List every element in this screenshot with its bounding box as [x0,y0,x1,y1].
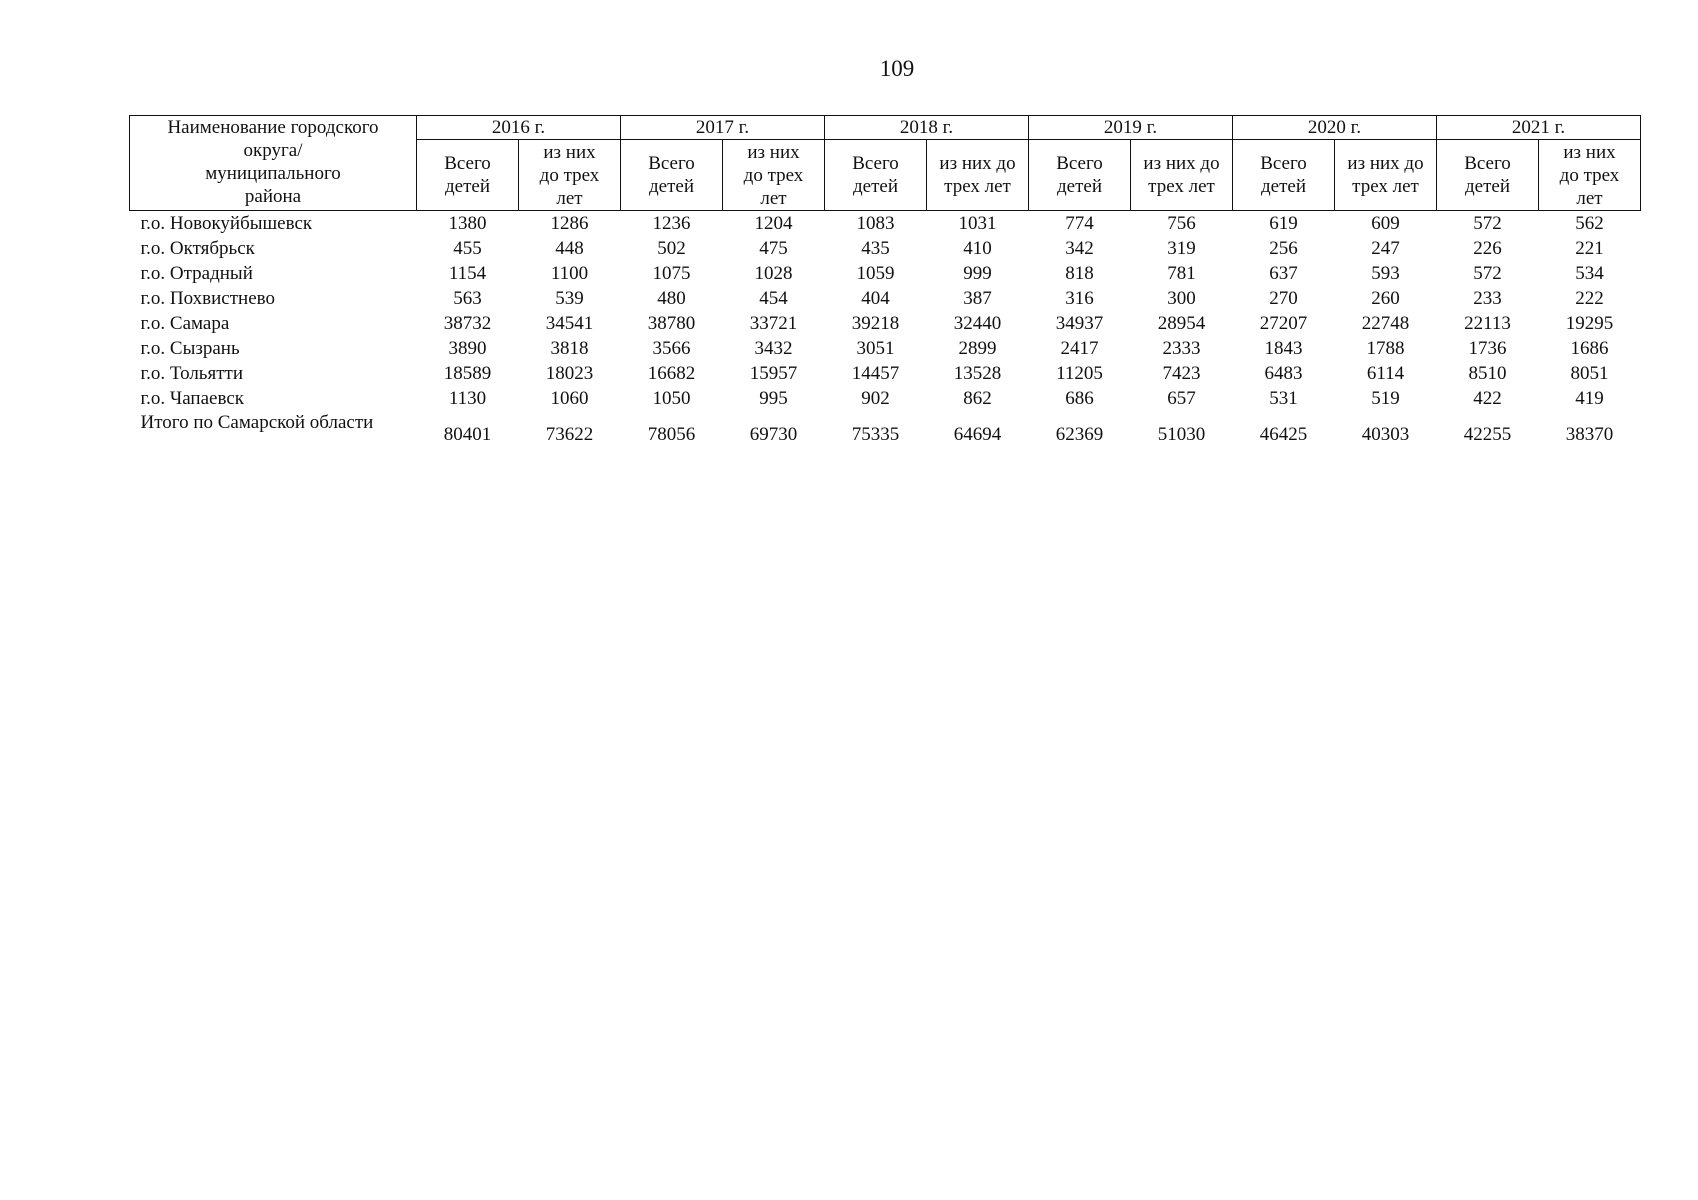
table-cell: 448 [555,238,584,259]
table-cell: 40303 [1361,424,1410,445]
under-three-header [927,140,1029,211]
table-cell: 572 [1473,213,1502,234]
table-cell: 902 [861,388,890,409]
table-cell: 11205 [1056,363,1103,384]
subheader-line: из них [1563,141,1616,163]
table-cell: 480 [657,288,686,309]
table-cell: 2333 [1162,338,1201,359]
table-cell: 1154 [448,263,487,284]
table-cell: 75335 [851,424,900,445]
table-cell: 534 [1575,263,1604,284]
district-name-header [130,116,417,211]
table-cell: 999 [963,263,992,284]
table-cell: 593 [1371,263,1400,284]
subheader-line: Всего [1260,153,1307,174]
subheader-line: детей [1260,176,1306,197]
year-header: 2020 г. [1233,116,1437,140]
subheader-line: лет [1576,187,1603,209]
table-cell: 619 [1269,213,1298,234]
table-cell: 995 [759,388,788,409]
table-cell: 1031 [958,213,997,234]
district-name: г.о. Сызрань [140,338,240,359]
subheader-line: трех лет [1148,176,1215,197]
subheader-line: из них [543,141,596,163]
table-cell: 475 [759,238,788,259]
table-cell: 46425 [1259,424,1308,445]
table-cell: 3566 [652,338,691,359]
table-row [130,336,1641,361]
table-cell: 38370 [1565,424,1614,445]
table-cell: 419 [1575,388,1604,409]
table-cell: 454 [759,288,788,309]
table-cell: 32440 [953,313,1002,334]
table-cell: 38732 [443,313,492,334]
district-name: г.о. Чапаевск [140,388,244,409]
subheader-line: из них до [939,153,1016,174]
subheader-line: из них [747,141,800,163]
table-cell: 13528 [953,363,1002,384]
subheader-line: до трех [539,164,600,186]
table-cell: 1686 [1570,338,1609,359]
under-three-header [723,140,825,211]
table-cell: 16682 [647,363,696,384]
table-cell: 226 [1473,238,1502,259]
under-three-header [1335,140,1437,211]
table-cell: 7423 [1162,363,1201,384]
table-row [130,311,1641,336]
table-cell: 80401 [443,424,492,445]
district-name: Итого по Самарской области [140,412,374,433]
table-cell: 62369 [1055,424,1104,445]
under-three-header [1131,140,1233,211]
table-row [130,261,1641,286]
year-header: 2021 г. [1437,116,1641,140]
table-cell: 8051 [1570,363,1609,384]
table-cell: 572 [1473,263,1502,284]
under-three-header [519,140,621,211]
table-cell: 256 [1269,238,1298,259]
year-header: 2016 г. [417,116,621,140]
year-header: 2018 г. [825,116,1029,140]
table-cell: 27207 [1259,313,1308,334]
table-header [130,116,1641,211]
table-cell: 435 [861,238,890,259]
table-cell: 404 [861,288,890,309]
table-cell: 455 [453,238,482,259]
table-cell: 22748 [1361,313,1410,334]
district-name-header-line: Наименование городского [167,117,379,138]
table-cell: 221 [1575,238,1604,259]
table-cell: 531 [1269,388,1298,409]
table-cell: 342 [1065,238,1094,259]
table-row [130,361,1641,386]
district-name: г.о. Новокуйбышевск [140,213,313,234]
table-cell: 1204 [754,213,793,234]
table-row [130,286,1641,311]
subheader-line: до трех [1559,164,1620,186]
year-header: 2019 г. [1029,116,1233,140]
table-cell: 1060 [550,388,589,409]
total-children-header [1437,140,1539,211]
subheader-line: детей [444,176,490,197]
subheader-line: лет [556,187,583,209]
subheader-line: детей [852,176,898,197]
table-row [130,211,1641,237]
table-cell: 1788 [1366,338,1405,359]
table-cell: 1380 [448,213,487,234]
table-cell: 28954 [1157,313,1206,334]
table-cell: 422 [1473,388,1502,409]
table-cell: 8510 [1468,363,1507,384]
subheader-line: Всего [852,153,899,174]
table-cell: 73622 [545,424,594,445]
table-cell: 1075 [652,263,691,284]
table-cell: 19295 [1565,313,1614,334]
subheader-line: Всего [444,153,491,174]
table-cell: 539 [555,288,584,309]
subheader-line: трех лет [1352,176,1419,197]
district-name-header-line: округа/ [243,140,303,161]
subheader-line: из них до [1347,153,1424,174]
subheader-line: детей [648,176,694,197]
table-cell: 1843 [1264,338,1303,359]
table-cell: 1059 [856,263,895,284]
table-cell: 6483 [1264,363,1303,384]
statistics-table [129,115,1641,448]
total-row [130,411,1641,448]
table-cell: 260 [1371,288,1400,309]
table-cell: 609 [1371,213,1400,234]
table-cell: 502 [657,238,686,259]
district-name: г.о. Похвистнево [140,288,275,309]
table-cell: 1028 [754,263,793,284]
subheader-line: до трех [743,164,804,186]
table-cell: 233 [1473,288,1502,309]
subheader-line: лет [760,187,787,209]
table-cell: 1083 [856,213,895,234]
district-name: г.о. Тольятти [140,363,243,384]
table-row [130,386,1641,411]
table-cell: 1236 [652,213,691,234]
table-cell: 247 [1371,238,1400,259]
subheader-line: из них до [1143,153,1220,174]
table-cell: 387 [963,288,992,309]
under-three-header [1539,140,1641,211]
table-cell: 3051 [856,338,895,359]
table-cell: 2899 [958,338,997,359]
subheader-line: Всего [648,153,695,174]
district-name: г.о. Отрадный [140,263,253,284]
table-cell: 1130 [448,388,487,409]
table-cell: 33721 [749,313,798,334]
table-cell: 3890 [448,338,487,359]
table-cell: 1100 [550,263,589,284]
table-cell: 6114 [1366,363,1405,384]
subheader-line: Всего [1056,153,1103,174]
district-name-header-line: района [244,186,302,207]
subheader-line: детей [1056,176,1102,197]
table-cell: 3432 [754,338,793,359]
year-header-row [130,116,1641,140]
table-cell: 64694 [953,424,1002,445]
total-children-header [825,140,927,211]
year-header: 2017 г. [621,116,825,140]
total-children-header [1233,140,1335,211]
district-name: г.о. Самара [140,313,230,334]
table-cell: 1286 [550,213,589,234]
table-cell: 18589 [443,363,492,384]
table-cell: 781 [1167,263,1196,284]
district-name: г.о. Октябрьск [140,238,255,259]
table-cell: 42255 [1463,424,1512,445]
table-cell: 686 [1065,388,1094,409]
table-cell: 39218 [851,313,900,334]
table-cell: 862 [963,388,992,409]
table-cell: 270 [1269,288,1298,309]
table-cell: 657 [1167,388,1196,409]
table-cell: 1736 [1468,338,1507,359]
table-cell: 3818 [550,338,589,359]
total-children-header [417,140,519,211]
page-number: 109 [879,56,915,81]
table-cell: 2417 [1060,338,1099,359]
table-cell: 15957 [749,363,798,384]
table-cell: 18023 [545,363,594,384]
table-cell: 300 [1167,288,1196,309]
table-cell: 316 [1065,288,1094,309]
table-cell: 34541 [545,313,594,334]
subheader-line: детей [1464,176,1510,197]
table-cell: 562 [1575,213,1604,234]
total-children-header [1029,140,1131,211]
table-cell: 756 [1167,213,1196,234]
table-cell: 519 [1371,388,1400,409]
total-children-header [621,140,723,211]
table-cell: 78056 [647,424,696,445]
table-cell: 51030 [1157,424,1206,445]
table-cell: 319 [1167,238,1196,259]
table-cell: 410 [963,238,992,259]
table-cell: 818 [1065,263,1094,284]
table-cell: 14457 [851,363,900,384]
district-name-header-line: муниципального [205,163,341,184]
table-row [130,236,1641,261]
table-cell: 38780 [647,313,696,334]
table-cell: 1050 [652,388,691,409]
table-cell: 563 [453,288,482,309]
subheader-line: трех лет [944,176,1011,197]
table-cell: 774 [1065,213,1094,234]
table-cell: 22113 [1464,313,1511,334]
table-cell: 637 [1269,263,1298,284]
table-cell: 34937 [1055,313,1104,334]
table-body [130,211,1641,449]
subheader-line: Всего [1464,153,1511,174]
table-cell: 222 [1575,288,1604,309]
table-cell: 69730 [749,424,798,445]
